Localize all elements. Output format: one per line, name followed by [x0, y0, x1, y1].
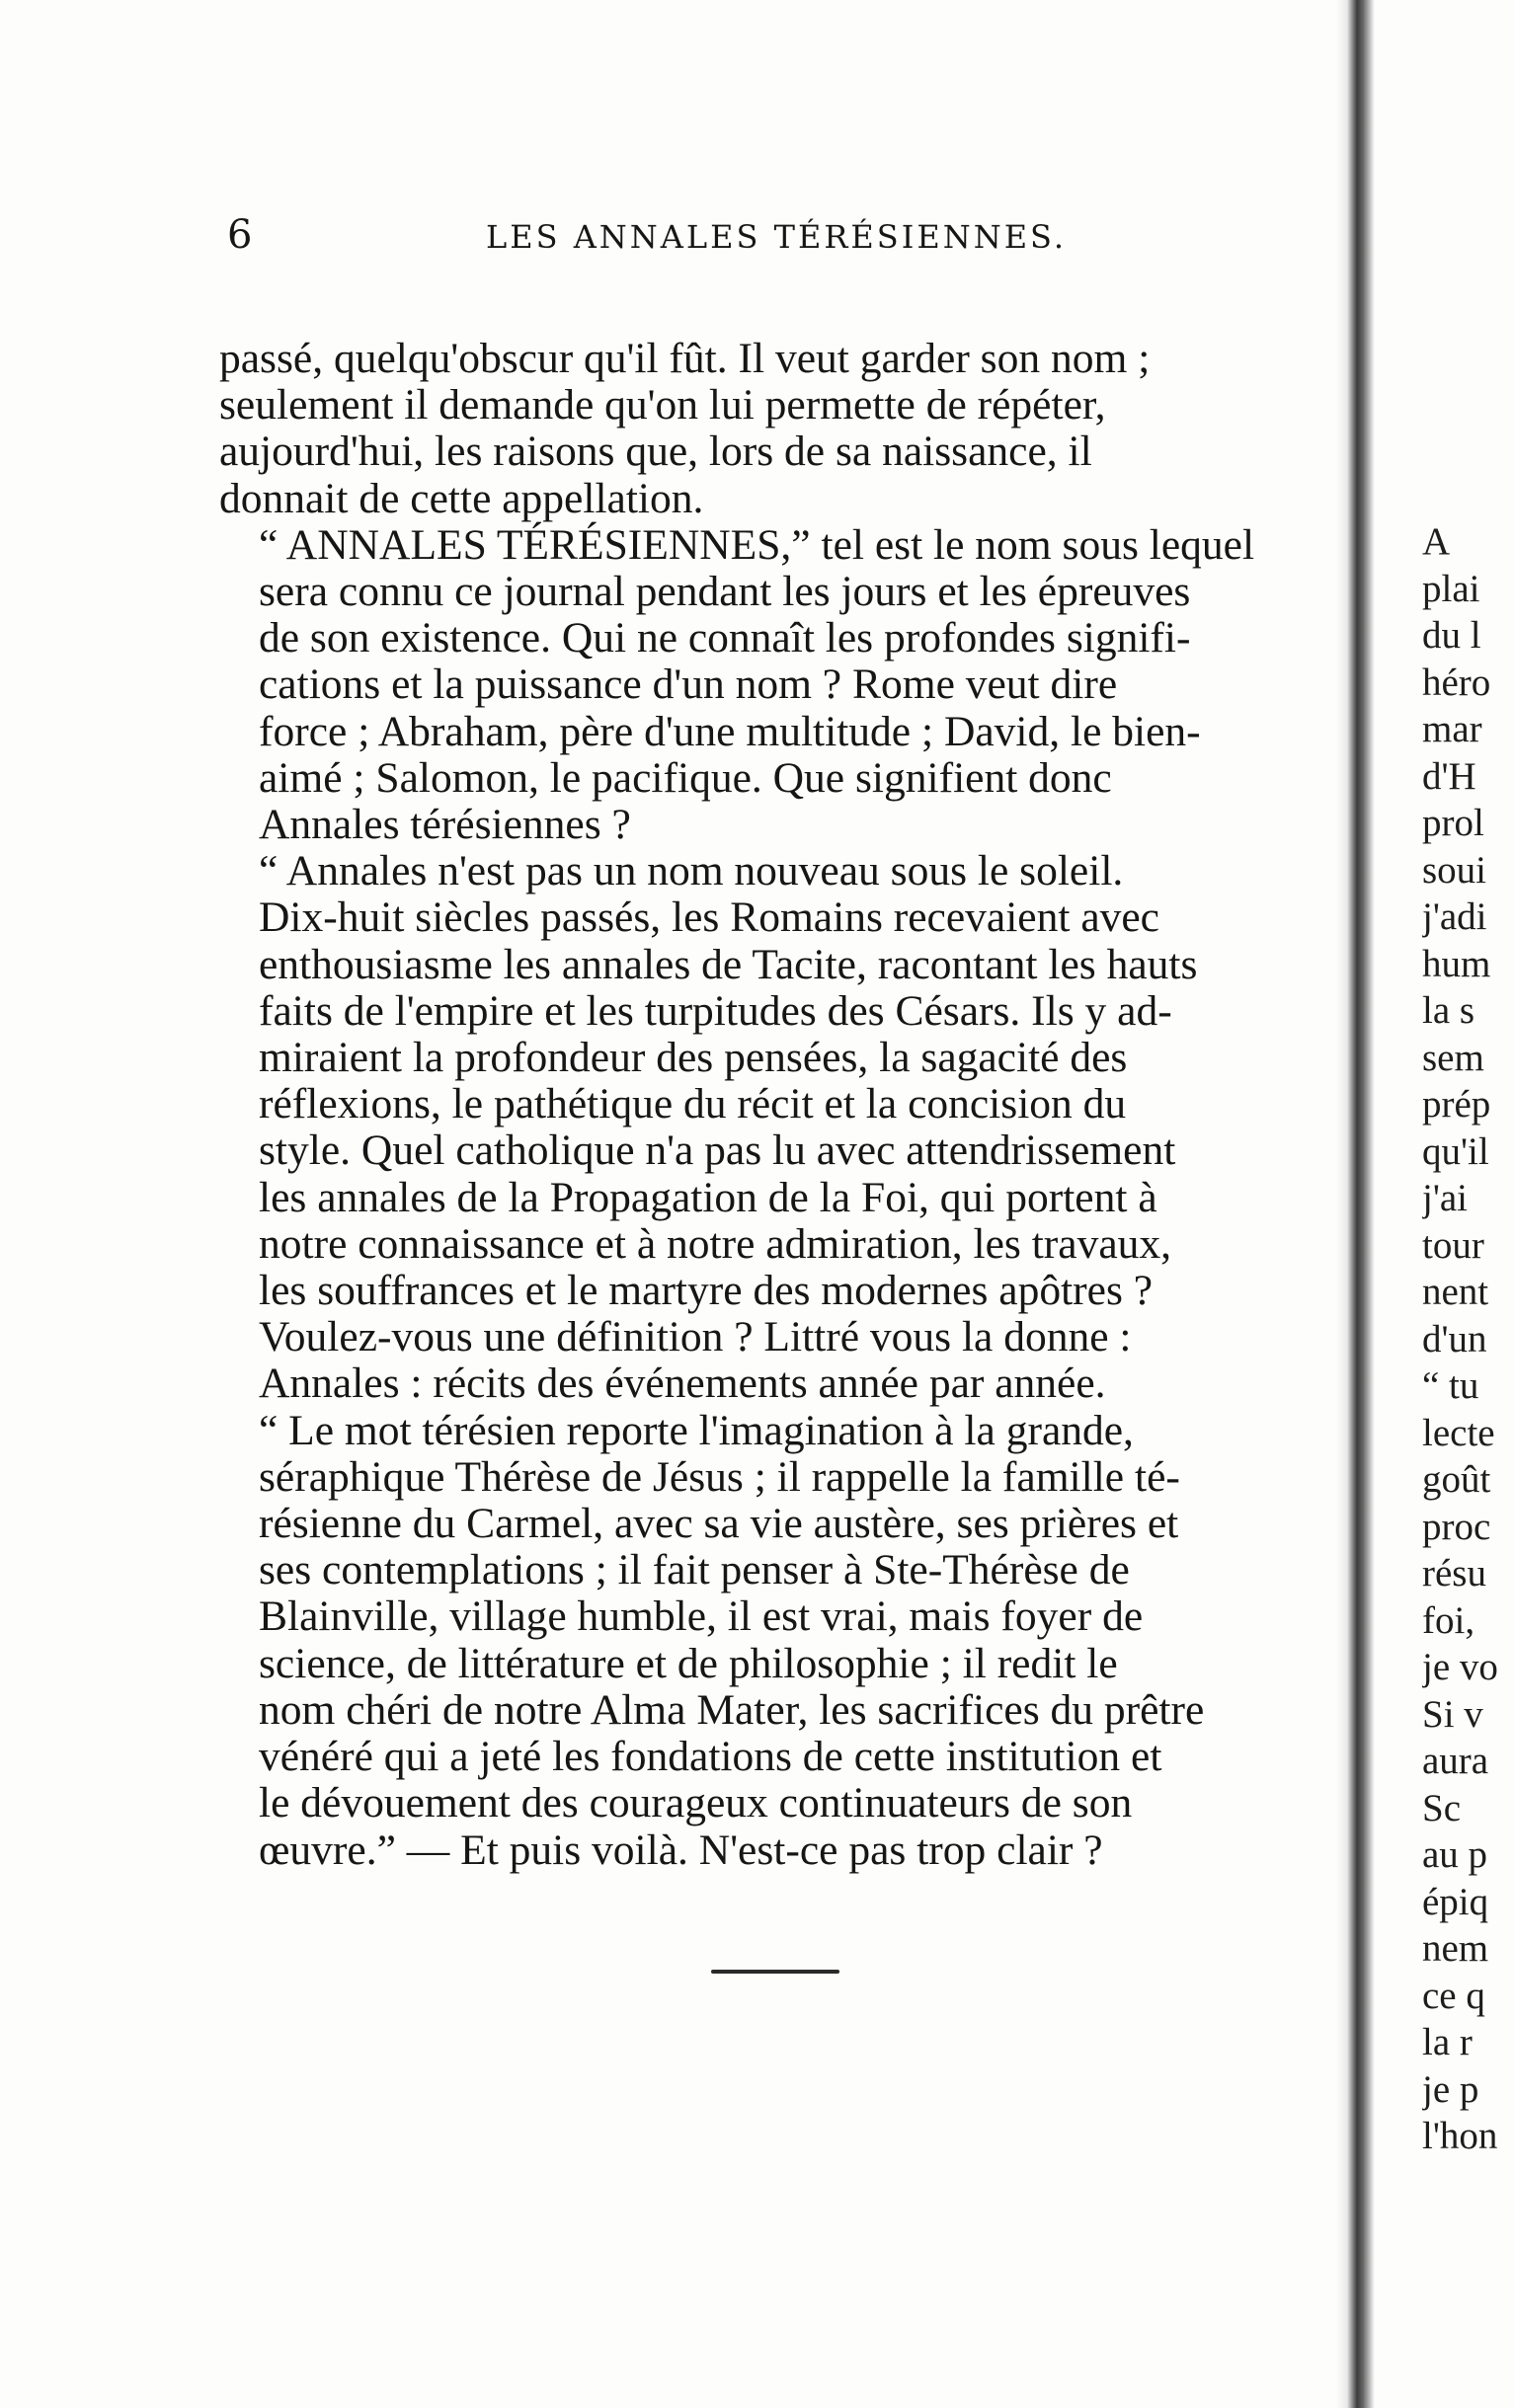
text-line: vénéré qui a jeté les fondations de cette institution et — [259, 1733, 1162, 1781]
paragraph — [219, 1408, 1333, 1874]
facing-text-line: hum — [1422, 942, 1491, 985]
facing-text-line: A — [1422, 520, 1451, 563]
binding-gutter — [1335, 0, 1375, 2408]
facing-text-line: foi, — [1422, 1598, 1475, 1642]
text-line: de son existence. Qui ne connaît les profondes signifi- — [259, 614, 1191, 662]
text-line: réflexions, le pathétique du récit et la concision du — [259, 1080, 1127, 1128]
text-line: cations et la puissance d'un nom ? Rome veut dire — [259, 660, 1118, 709]
text-line: aujourd'hui, les raisons que, lors de sa naissance, il — [219, 427, 1092, 476]
facing-text-line: au p — [1422, 1833, 1488, 1876]
main-text-column — [219, 212, 1333, 1874]
facing-text-line: ce q — [1422, 1974, 1485, 2017]
facing-text-line: Sc — [1422, 1786, 1461, 1829]
paragraph — [219, 848, 1333, 1407]
facing-text-line: je p — [1422, 2067, 1479, 2111]
text-line: œuvre.” — Et puis voilà. N'est-ce pas trop clair ? — [259, 1825, 1103, 1874]
facing-text-line: proc — [1422, 1505, 1491, 1548]
text-line: science, de littérature et de philosophie ; il redit le — [259, 1639, 1118, 1687]
paragraph — [219, 522, 1333, 848]
text-line: séraphique Thérèse de Jésus ; il rappelle la famille té- — [259, 1452, 1180, 1501]
facing-text-line: du l — [1422, 614, 1481, 657]
facing-text-line: plai — [1422, 567, 1480, 610]
facing-text-line: qu'il — [1422, 1129, 1489, 1173]
facing-text-line: la s — [1422, 989, 1475, 1032]
text-line: aimé ; Salomon, le pacifique. Que signifient donc — [259, 753, 1112, 802]
facing-text-line: prol — [1422, 802, 1484, 844]
text-line: les annales de la Propagation de la Foi, qui portent à — [259, 1173, 1157, 1221]
text-line: donnait de cette appellation. — [219, 474, 704, 522]
paragraph — [219, 336, 1333, 522]
text-line: passé, quelqu'obscur qu'il fût. Il veut garder son nom ; — [219, 335, 1151, 382]
facing-text-line: nent — [1422, 1271, 1489, 1313]
facing-text-line: prép — [1422, 1083, 1491, 1126]
section-end-rule — [711, 1970, 839, 1974]
facing-page-fragment — [1422, 518, 1514, 2160]
text-line: notre connaissance et à notre admiration, les travaux, — [259, 1219, 1172, 1268]
text-line: “ Annales n'est pas un nom nouveau sous le soleil. — [259, 847, 1124, 895]
facing-text-line: tour — [1422, 1223, 1484, 1267]
text-line: force ; Abraham, père d'une multitude ; David, le bien- — [259, 707, 1201, 755]
facing-text-line: goût — [1422, 1458, 1491, 1501]
facing-text-line: héro — [1422, 660, 1491, 704]
facing-text-line: je vo — [1422, 1646, 1498, 1688]
text-line: nom chéri de notre Alma Mater, les sacrifices du prêtre — [259, 1685, 1205, 1734]
running-head — [219, 212, 1333, 262]
text-line: Blainville, village humble, il est vrai, mais foyer de — [259, 1592, 1144, 1641]
facing-text-line: la r — [1422, 2021, 1473, 2063]
facing-text-line: nem — [1422, 1927, 1489, 1970]
text-line: Dix-huit siècles passés, les Romains recevaient avec — [259, 893, 1159, 942]
facing-text-line: Si v — [1422, 1692, 1483, 1736]
facing-text-line: mar — [1422, 708, 1482, 750]
body-text — [219, 336, 1333, 1874]
page-number: 6 — [227, 212, 255, 258]
facing-text-line: j'adi — [1422, 895, 1487, 938]
text-line: “ Le mot térésien reporte l'imagination à la grande, — [259, 1406, 1134, 1454]
facing-text-line: épiq — [1422, 1880, 1489, 1923]
text-line: les souffrances et le martyre des modernes apôtres ? — [259, 1267, 1154, 1315]
text-line: enthousiasme les annales de Tacite, racontant les hauts — [259, 940, 1198, 988]
facing-text-line: aura — [1422, 1740, 1489, 1782]
text-line: ses contemplations ; il fait penser à Ste-Thérèse de — [259, 1546, 1130, 1594]
facing-text-line: lecte — [1422, 1411, 1495, 1454]
text-line: “ ANNALES TÉRÉSIENNES,” tel est le nom sous lequel — [259, 520, 1255, 569]
facing-text-line: soui — [1422, 848, 1487, 892]
text-line: Annales : récits des événements année par année. — [259, 1359, 1106, 1408]
text-line: seulement il demande qu'on lui permette de répéter, — [219, 381, 1106, 429]
text-line: faits de l'empire et les turpitudes des Césars. Ils y ad- — [259, 986, 1172, 1035]
text-line: Annales térésiennes ? — [259, 801, 631, 849]
facing-text-line: résu — [1422, 1552, 1486, 1594]
running-title: LES ANNALES TÉRÉSIENNES. — [485, 218, 1067, 256]
facing-text-line: d'un — [1422, 1317, 1487, 1360]
text-line: résienne du Carmel, avec sa vie austère, ses prières et — [259, 1500, 1179, 1548]
facing-text-line: “ tu — [1422, 1364, 1479, 1407]
text-line: sera connu ce journal pendant les jours et les épreuves — [259, 568, 1191, 616]
facing-text-line: d'H — [1422, 754, 1476, 798]
facing-text-line: l'hon — [1422, 2115, 1498, 2157]
facing-text-line: sem — [1422, 1036, 1484, 1079]
facing-text-line: j'ai — [1422, 1177, 1469, 1219]
text-line: Voulez-vous une définition ? Littré vous la donne : — [259, 1313, 1132, 1361]
text-line: le dévouement des courageux continuateurs de son — [259, 1779, 1133, 1827]
text-line: style. Quel catholique n'a pas lu avec attendrissement — [259, 1126, 1176, 1175]
text-line: miraient la profondeur des pensées, la sagacité des — [259, 1034, 1128, 1082]
